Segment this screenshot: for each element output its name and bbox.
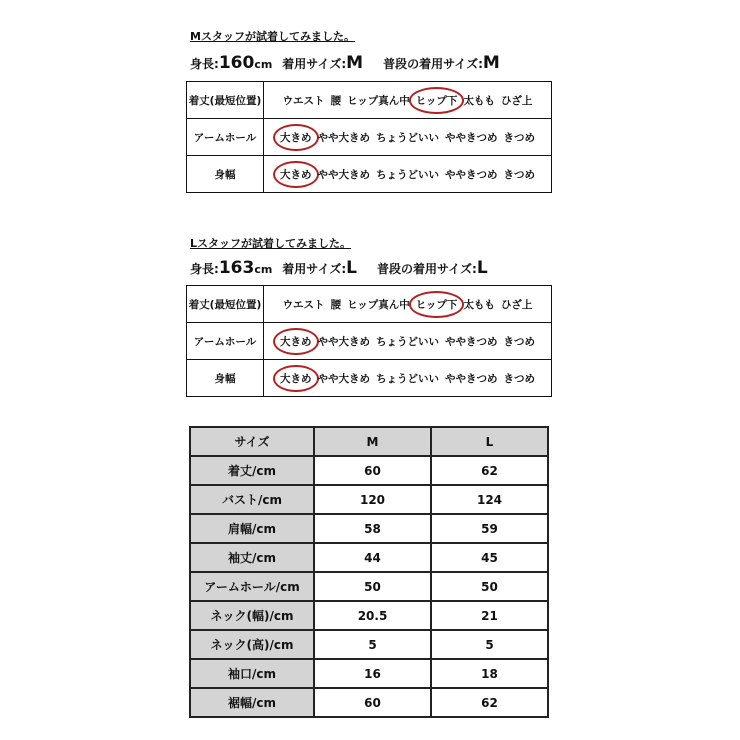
size-table-header-cell: サイズ [190,427,314,456]
size-table-row [190,485,548,514]
fit-options [264,119,552,156]
fit-option: ちょうどいい [376,131,439,144]
m-staff-info [190,53,500,73]
height-value: 163 [218,258,255,278]
fit-row-label: 着丈(最短位置) [187,82,264,119]
fit-option: ちょうどいい [376,372,439,385]
height-label: 身長: [190,262,219,276]
size-table [189,426,549,718]
measurement-label: 肩幅/cm [190,514,314,543]
size-table-row [190,543,548,572]
fit-row-label: アームホール [187,119,264,156]
measurement-value: 20.5 [314,601,431,630]
fit-option: きつめ [503,335,535,348]
size-table-row [190,601,548,630]
measurement-value: 62 [431,688,548,717]
fit-option-selected: 大きめ [280,168,312,181]
fit-option: ちょうどいい [376,335,439,348]
fit-option: 腰 [330,94,342,107]
fit-row [187,286,552,323]
size-table-row [190,456,548,485]
measurement-value: 62 [431,456,548,485]
measurement-label: ネック(高)/cm [190,630,314,659]
size-table-header-cell: L [431,427,548,456]
fit-row [187,360,552,397]
wear-size-value: L [346,258,357,278]
fit-row [187,82,552,119]
size-table-row [190,630,548,659]
fit-option: ややきつめ [445,131,498,144]
usual-size-label: 普段の着用サイズ: [383,57,483,71]
wear-size-label: 着用サイズ: [282,57,347,71]
fit-row-label: 身幅 [187,156,264,193]
usual-size-label: 普段の着用サイズ: [376,262,477,276]
fit-row [187,156,552,193]
measurement-value: 21 [431,601,548,630]
size-table-row [190,659,548,688]
fit-option: ややきつめ [445,168,498,181]
measurement-value: 58 [314,514,431,543]
size-table-row [190,514,548,543]
fit-options [264,286,552,323]
measurement-value: 16 [314,659,431,688]
m-staff-title: Mスタッフが試着してみました。 [190,30,355,43]
fit-option: 腰 [330,298,342,311]
fit-option: ちょうどいい [376,168,439,181]
wear-size-value: M [346,53,364,73]
measurement-value: 50 [431,572,548,601]
fit-options [264,360,552,397]
fit-options [264,156,552,193]
measurement-value: 5 [431,630,548,659]
fit-option: やや大きめ [317,131,370,144]
fit-option: ウエスト [282,94,325,107]
size-table-header-cell: M [314,427,431,456]
measurement-value: 5 [314,630,431,659]
measurement-value: 50 [314,572,431,601]
measurement-label: 着丈/cm [190,456,314,485]
measurement-label: 袖口/cm [190,659,314,688]
measurement-value: 45 [431,543,548,572]
fit-option-selected: 大きめ [280,131,312,144]
fit-option: やや大きめ [317,372,370,385]
fit-row-label: 身幅 [187,360,264,397]
measurement-label: アームホール/cm [190,572,314,601]
height-value: 160 [218,53,255,73]
fit-option: ウエスト [282,298,325,311]
usual-size-value: L [476,258,488,278]
m-fit-table [186,81,552,193]
fit-row [187,119,552,156]
l-staff-info [190,258,488,278]
fit-option: 太もも [463,298,495,311]
measurement-value: 60 [314,456,431,485]
height-unit: cm [254,58,273,71]
fit-option: ヒップ真ん中 [347,94,410,107]
fit-option-selected: ヒップ下 [415,298,458,311]
fit-option: きつめ [503,168,535,181]
size-table-row [190,688,548,717]
fit-row-label: アームホール [187,323,264,360]
height-label: 身長: [190,57,219,71]
measurement-label: バスト/cm [190,485,314,514]
fit-option: きつめ [503,372,535,385]
fit-row [187,323,552,360]
height-unit: cm [254,263,273,276]
fit-option: やや大きめ [317,335,370,348]
measurement-value: 59 [431,514,548,543]
measurement-value: 124 [431,485,548,514]
fit-option: ヒップ真ん中 [347,298,410,311]
l-staff-title: Lスタッフが試着してみました。 [190,237,352,250]
measurement-label: ネック(幅)/cm [190,601,314,630]
fit-option: やや大きめ [317,168,370,181]
fit-options [264,82,552,119]
fit-option: ややきつめ [445,335,498,348]
fit-option: ひざ上 [500,298,533,311]
fit-option: ややきつめ [445,372,498,385]
fit-row-label: 着丈(最短位置) [187,286,264,323]
usual-size-value: M [482,53,500,73]
measurement-value: 120 [314,485,431,514]
measurement-label: 裾幅/cm [190,688,314,717]
fit-option: きつめ [503,131,535,144]
l-fit-table [186,285,552,397]
fit-option-selected: ヒップ下 [415,94,458,107]
wear-size-label: 着用サイズ: [282,262,347,276]
size-table-row [190,572,548,601]
fit-option-selected: 大きめ [280,372,312,385]
fit-option: 太もも [463,94,495,107]
fit-options [264,323,552,360]
measurement-value: 18 [431,659,548,688]
fit-option-selected: 大きめ [280,335,312,348]
measurement-value: 60 [314,688,431,717]
fit-option: ひざ上 [500,94,533,107]
measurement-value: 44 [314,543,431,572]
measurement-label: 袖丈/cm [190,543,314,572]
size-table-header [190,427,548,456]
